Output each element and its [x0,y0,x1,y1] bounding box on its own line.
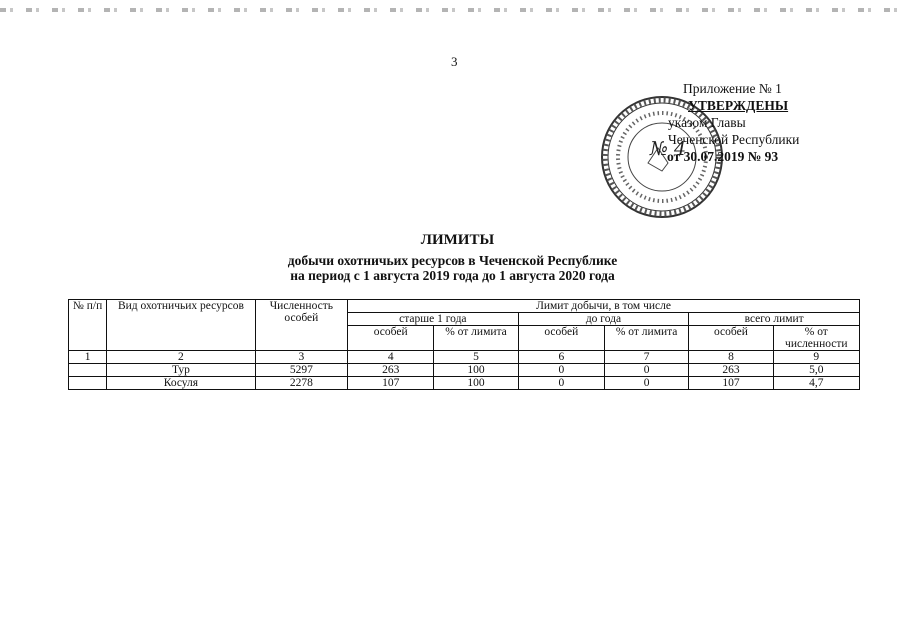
handwritten-number: № 4 [650,138,687,160]
row-species: Тур [107,364,256,377]
decree-label: указом Главы [668,115,746,130]
column-number-row [69,351,860,364]
title-period: на период с 1 августа 2019 года до 1 августа 2020 года [290,268,615,283]
row-older-pct: 100 [434,377,518,390]
appendix-label: Приложение № 1 [683,81,782,96]
row-species: Косуля [107,377,256,390]
page-number: 3 [451,54,458,69]
header-population: Численность особей [255,300,347,351]
header-older: старше 1 года [348,313,519,326]
column-number: 8 [689,351,773,364]
column-number: 1 [69,351,107,364]
row-older-individuals: 107 [348,377,434,390]
header-young-pct: % от лимита [604,326,688,351]
row-older-pct: 100 [434,364,518,377]
row-population: 2278 [255,377,347,390]
column-number: 9 [773,351,859,364]
title-main: ЛИМИТЫ [420,232,495,248]
document-title [0,232,905,283]
row-older-individuals: 263 [348,364,434,377]
row-population: 5297 [255,364,347,377]
header-total-pct: % от численности [773,326,859,351]
table-row [69,377,860,390]
column-number: 2 [107,351,256,364]
column-number: 4 [348,351,434,364]
header-older-individuals: особей [348,326,434,351]
republic-label: Чеченской Республики [668,132,800,147]
header-older-pct: % от лимита [434,326,518,351]
row-young-pct: 0 [604,377,688,390]
header-total-individuals: особей [689,326,773,351]
row-total-pct: 4,7 [773,377,859,390]
column-number: 6 [518,351,604,364]
header-young-individuals: особей [518,326,604,351]
approved-label: УТВЕРЖДЕНЫ [688,98,789,113]
decree-date-number: от 30.07.2019 № 93 [667,149,779,164]
row-num [69,364,107,377]
header-limit: Лимит добычи, в том числе [348,300,860,313]
header-total: всего лимит [689,313,860,326]
header-species: Вид охотничьих ресурсов [107,300,256,351]
row-young-individuals: 0 [518,377,604,390]
column-number: 5 [434,351,518,364]
row-total-pct: 5,0 [773,364,859,377]
column-number: 3 [255,351,347,364]
row-young-pct: 0 [604,364,688,377]
limits-table [68,299,860,390]
header-younger: до года [518,313,689,326]
table-row [69,364,860,377]
row-num [69,377,107,390]
header-num: № п/п [69,300,107,351]
column-number: 7 [604,351,688,364]
scan-artifact-line [0,8,905,12]
row-total-individuals: 263 [689,364,773,377]
row-young-individuals: 0 [518,364,604,377]
title-subject: добычи охотничьих ресурсов в Чеченской Республике [287,253,618,268]
row-total-individuals: 107 [689,377,773,390]
